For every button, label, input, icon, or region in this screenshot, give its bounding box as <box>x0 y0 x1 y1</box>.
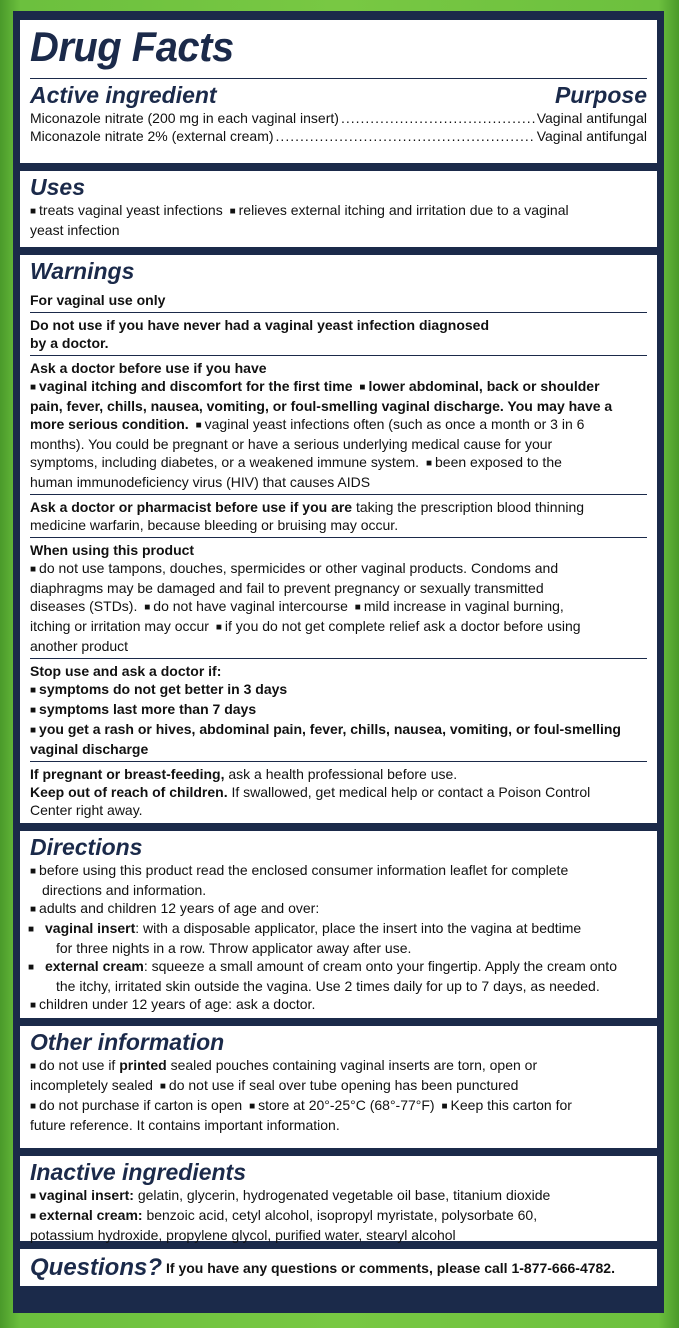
bullet-icon: ■ <box>30 564 37 575</box>
do-not-use: Do not use if you have never had a vaginal yeast infection diagnosed by a doctor. <box>30 317 489 351</box>
inactive-panel <box>20 1156 657 1241</box>
header-panel <box>20 20 657 163</box>
bullet-icon: ■ <box>30 1191 37 1202</box>
bullet-icon: ■ <box>30 1061 37 1072</box>
directions-heading: Directions <box>30 834 143 860</box>
bullet-icon: ■ <box>425 458 433 469</box>
active-ingredient-heading: Active ingredient <box>30 82 217 108</box>
bullet-icon: ■ <box>354 602 361 613</box>
bullet-icon: ■ <box>30 1000 37 1011</box>
bullet-icon: ■ <box>30 685 37 696</box>
ingredient-row <box>30 127 647 145</box>
bullet-icon: ■ <box>249 1101 256 1112</box>
other-info-panel <box>20 1026 657 1148</box>
bullet-icon: ■ <box>229 206 236 217</box>
directions-text: ■ before using this product read the enclosed consumer information leaflet for complete directions and information. ■ adults and children 12 years of age and over: ■ vaginal insert: with a disposable applicator, place the insert into the vagina at bedtime for three nights in a row. Throw applicator away after use. ■ external cream: squeeze a small amount of cream onto your fingertip. Apply the cream onto the itchy, irritated skin outside the vagina. Use 2 times daily for up to 7 days, as needed. ■ children under 12 years of age: ask a doctor. <box>30 861 647 1015</box>
stop-use-section: Stop use and ask a doctor if: ■ symptoms do not get better in 3 days ■ symptoms last more than 7 days ■ you get a rash or hives, abdominal pain, fever, chills, nausea, vomiting, or foul-smelling vaginal discharge <box>30 663 621 757</box>
warnings-heading: Warnings <box>30 258 135 284</box>
questions-panel <box>20 1249 657 1286</box>
bullet-icon: ■ <box>30 1101 37 1112</box>
ingredient-purpose: Vaginal antifungal <box>536 110 647 126</box>
bullet-icon: ■ <box>30 705 37 716</box>
ask-doctor-section: Ask a doctor before use if you have ■ vaginal itching and discomfort for the first time ■ lower abdominal, back or shoulder pain, fever, chills, nausea, vomiting, or foul-smelling vaginal discharge. You may have a more serious condition. ■ vaginal yeast infections often (such as once a month or 3 in 6 months). You could be pregnant or have a serious underlying medical cause for your symptoms, including diabetes, or a weakened immune system. ■ been exposed to the human immunodeficiency virus (HIV) that causes AIDS <box>30 360 613 490</box>
bullet-icon: ■ <box>195 420 202 431</box>
bullet-icon: ■ <box>30 206 37 217</box>
ingredient-name: Miconazole nitrate 2% (external cream) <box>30 128 274 144</box>
other-info-text: ■ do not use if printed sealed pouches containing vaginal inserts are torn, open or incompletely sealed ■ do not use if seal over tube opening has been punctured ■ do not purchase if carton is open ■ store at 20°-25°C (68°-77°F) ■ Keep this carton for future reference. It contains important information. <box>30 1057 572 1133</box>
leader-dots <box>341 109 535 127</box>
bullet-icon: ■ <box>30 725 37 736</box>
purpose-heading: Purpose <box>554 82 647 108</box>
bullet-icon: ■ <box>159 1081 166 1092</box>
uses-text: ■ treats vaginal yeast infections ■ relieves external itching and irritation due to a vaginal yeast infection <box>30 202 569 238</box>
leader-dots <box>276 127 535 145</box>
other-info-heading: Other information <box>30 1029 225 1055</box>
ingredient-row <box>30 109 647 127</box>
questions-text: If you have any questions or comments, please call 1-877-666-4782. <box>166 1259 615 1276</box>
inactive-text: ■ vaginal insert: gelatin, glycerin, hydrogenated vegetable oil base, titanium dioxide ■ external cream: benzoic acid, cetyl alcohol, isopropyl myristate, polysorbate 60, potassium hydroxide, propylene glycol, purified water, stearyl alcohol <box>30 1187 551 1243</box>
uses-panel <box>20 171 657 247</box>
bullet-icon: ■ <box>215 622 222 633</box>
inactive-heading: Inactive ingredients <box>30 1159 247 1185</box>
bullet-icon: ■ <box>30 904 37 915</box>
page-title: Drug Facts <box>30 23 234 70</box>
pregnancy-section: If pregnant or breast-feeding, ask a health professional before use. Keep out of reach of children. If swallowed, get medical help or contact a Poison Control Center right away. <box>30 766 591 818</box>
drug-facts-label <box>13 11 664 1313</box>
when-using-section: When using this product ■ do not use tampons, douches, spermicides or other vaginal products. Condoms and diaphragms may be damaged and fail to prevent pregnancy or sexually transmitted diseases (STDs). ■ do not have vaginal intercourse ■ mild increase in vaginal burning, itching or irritation may occur ■ if you do not get complete relief ask a doctor before using another product <box>30 542 581 654</box>
ingredient-purpose: Vaginal antifungal <box>536 128 647 144</box>
directions-panel <box>20 831 657 1018</box>
vaginal-use-only: For vaginal use only <box>30 292 166 308</box>
warnings-panel <box>20 255 657 823</box>
bullet-icon: ■ <box>359 382 366 393</box>
bullet-icon: ■ <box>144 602 151 613</box>
bullet-icon: ■ <box>441 1101 448 1112</box>
ingredient-name: Miconazole nitrate (200 mg in each vaginal insert) <box>30 110 339 126</box>
ask-pharmacist-section: Ask a doctor or pharmacist before use if you are taking the prescription blood thinning medicine warfarin, because bleeding or bruising may occur. <box>30 499 585 533</box>
bullet-icon: ■ <box>30 1211 37 1222</box>
uses-heading: Uses <box>30 174 85 200</box>
bullet-icon: ■ <box>30 866 37 877</box>
questions-heading: Questions? <box>30 1253 163 1281</box>
bullet-icon: ■ <box>30 382 37 393</box>
